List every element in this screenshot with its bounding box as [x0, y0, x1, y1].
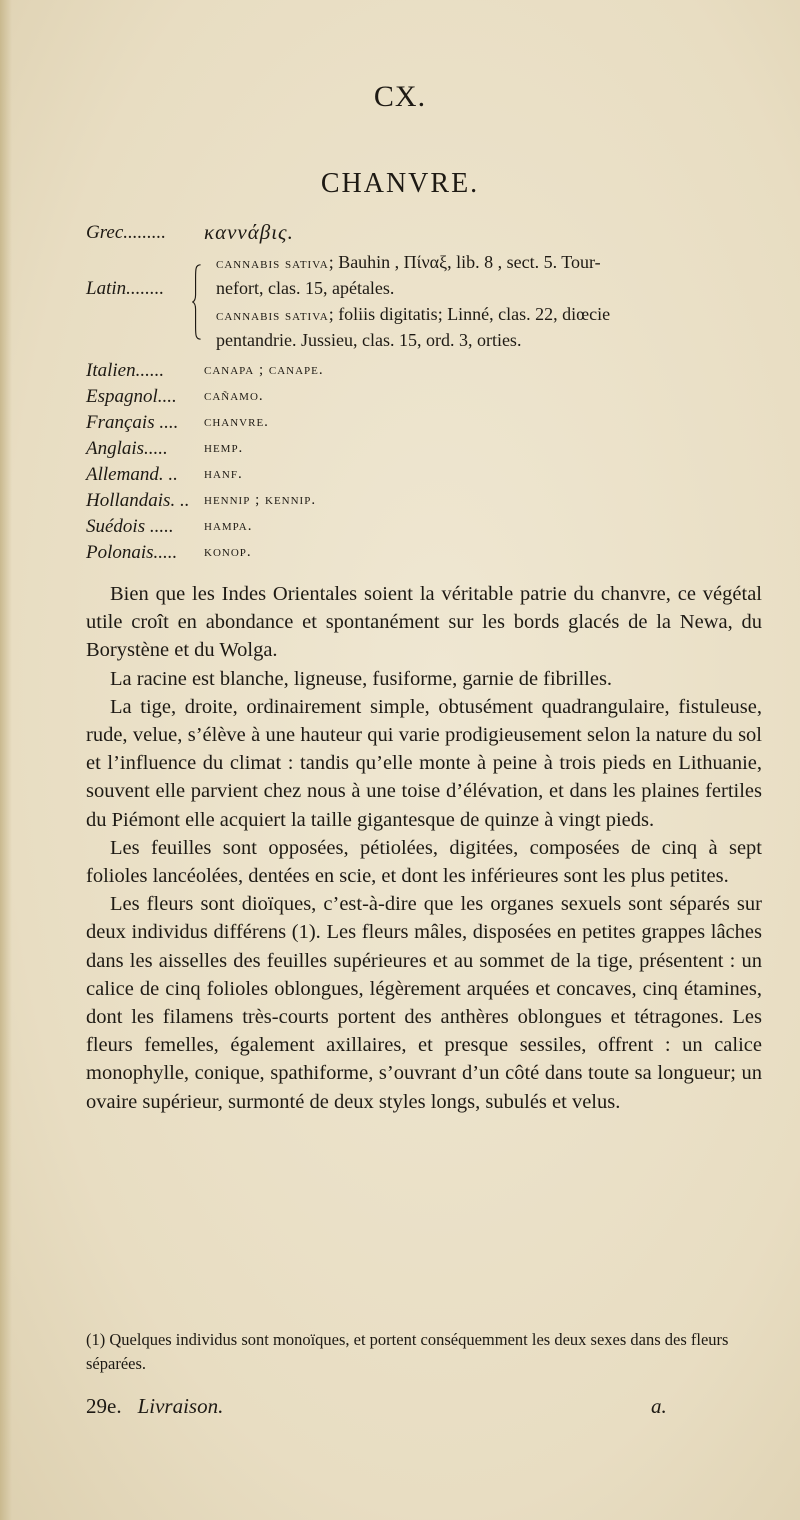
footer-number: 29e. — [86, 1394, 122, 1418]
body-text — [86, 580, 762, 1116]
lang-value-anglais: hemp. — [204, 440, 244, 456]
latin-line-3-ref: ; foliis digitatis; Linné, clas. 22, diœcie — [328, 304, 611, 324]
lang-label-suedois: Suédois ..... — [86, 516, 174, 537]
lang-value-suedois: hampa. — [204, 518, 253, 534]
paragraph-5: Les fleurs sont dioïques, c’est-à-dire que les organes sexuels sont séparés sur deux individus différens (1). Les fleurs mâles, disposées en petites grappes lâches dans les aisselles des feuilles supérieures et au sommet de la tige, présentent : un calice de cinq folioles oblongues, légèrement arquées et concaves, cinq étamines, dont les filamens très-courts portent des anthères oblongues et tétragones. Les fleurs femelles, également axillaires, et presque sessiles, offrent : un calice monophylle, conique, spathiforme, s’ouvrant d’un côté dans toute sa longueur; un ovaire supérieur, surmonté de deux styles longs, subulés et velus. — [86, 893, 762, 1113]
latin-line-1-ref: ; Bauhin , Πίναξ, lib. 8 , sect. 5. Tour- — [328, 252, 601, 272]
names-row-anglais — [86, 438, 244, 460]
lang-value-espagnol: cañamo. — [204, 388, 264, 404]
latin-line-3 — [216, 304, 610, 325]
page-edge-shadow — [0, 0, 12, 1520]
paragraph-4: Les feuilles sont opposées, pétiolées, digitées, composées de cinq à sept folioles lancéolées, dentées en scie, et dont les inférieures sont les plus petites. — [86, 836, 762, 888]
page-folio: CX. — [373, 80, 427, 113]
footnote: (1) Quelques individus sont monoïques, et portent conséquemment les deux sexes dans des fleurs séparées. — [86, 1330, 729, 1373]
lang-label-allemand: Allemand. .. — [86, 464, 178, 485]
paragraph-2: La racine est blanche, ligneuse, fusiforme, garnie de fibrilles. — [110, 667, 613, 690]
names-row-francais — [86, 412, 269, 434]
names-row-latin — [86, 278, 190, 300]
lang-label-italien: Italien...... — [86, 360, 165, 381]
lang-value-polonais: konop. — [204, 544, 252, 560]
latin-line-4: pentandrie. Jussieu, clas. 15, ord. 3, orties. — [216, 330, 522, 350]
lang-label-francais: Français .... — [86, 412, 179, 433]
latin-line-1-name: cannabis sativa — [216, 256, 329, 272]
lang-value-allemand: hanf. — [204, 466, 243, 482]
footer-livraison: Livraison. — [137, 1394, 224, 1418]
lang-label-latin: Latin........ — [86, 278, 165, 299]
page-title: CHANVRE. — [320, 168, 480, 199]
lang-label-anglais: Anglais..... — [86, 438, 168, 459]
latin-line-3-name: cannabis sativa — [216, 308, 329, 324]
lang-value-grec: καννάβις. — [204, 220, 294, 244]
names-row-allemand — [86, 464, 243, 486]
names-row-italien — [86, 360, 324, 382]
lang-label-espagnol: Espagnol.... — [86, 386, 177, 407]
latin-line-1 — [216, 252, 601, 273]
lang-value-francais: chanvre. — [204, 414, 269, 430]
latin-line-2: nefort, clas. 15, apétales. — [216, 278, 395, 298]
names-row-grec — [86, 220, 294, 244]
names-row-espagnol — [86, 386, 264, 408]
lang-label-hollandais: Hollandais. .. — [86, 490, 190, 511]
page-footer — [86, 1394, 762, 1419]
names-row-polonais — [86, 542, 252, 564]
paragraph-1: Bien que les Indes Orientales soient la véritable patrie du chanvre, ce végétal utile croît en abondance et spontanément sur les bords glacés de la Newa, du Borystène et du Wolga. — [86, 583, 762, 662]
lang-label-grec: Grec......... — [86, 222, 167, 243]
names-row-suedois — [86, 516, 253, 538]
latin-brace-icon — [192, 252, 202, 352]
footer-signature: a. — [651, 1394, 667, 1418]
names-row-hollandais — [86, 490, 317, 512]
lang-value-italien: canapa ; canape. — [204, 362, 324, 378]
lang-label-polonais: Polonais..... — [86, 542, 178, 563]
lang-value-hollandais: hennip ; kennip. — [204, 492, 317, 508]
paragraph-3: La tige, droite, ordinairement simple, obtusément quadrangulaire, fistuleuse, rude, velue, s’élève à une hauteur qui varie prodigieusement selon la nature du sol et l’influence du climat : tandis qu’elle monte à peine à trois pieds en Lithuanie, souvent elle parvient chez nous à une toise d’élévation, et dans les plaines fertiles du Piémont elle acquiert la taille gigantesque de quinze à vingt pieds. — [86, 695, 762, 831]
